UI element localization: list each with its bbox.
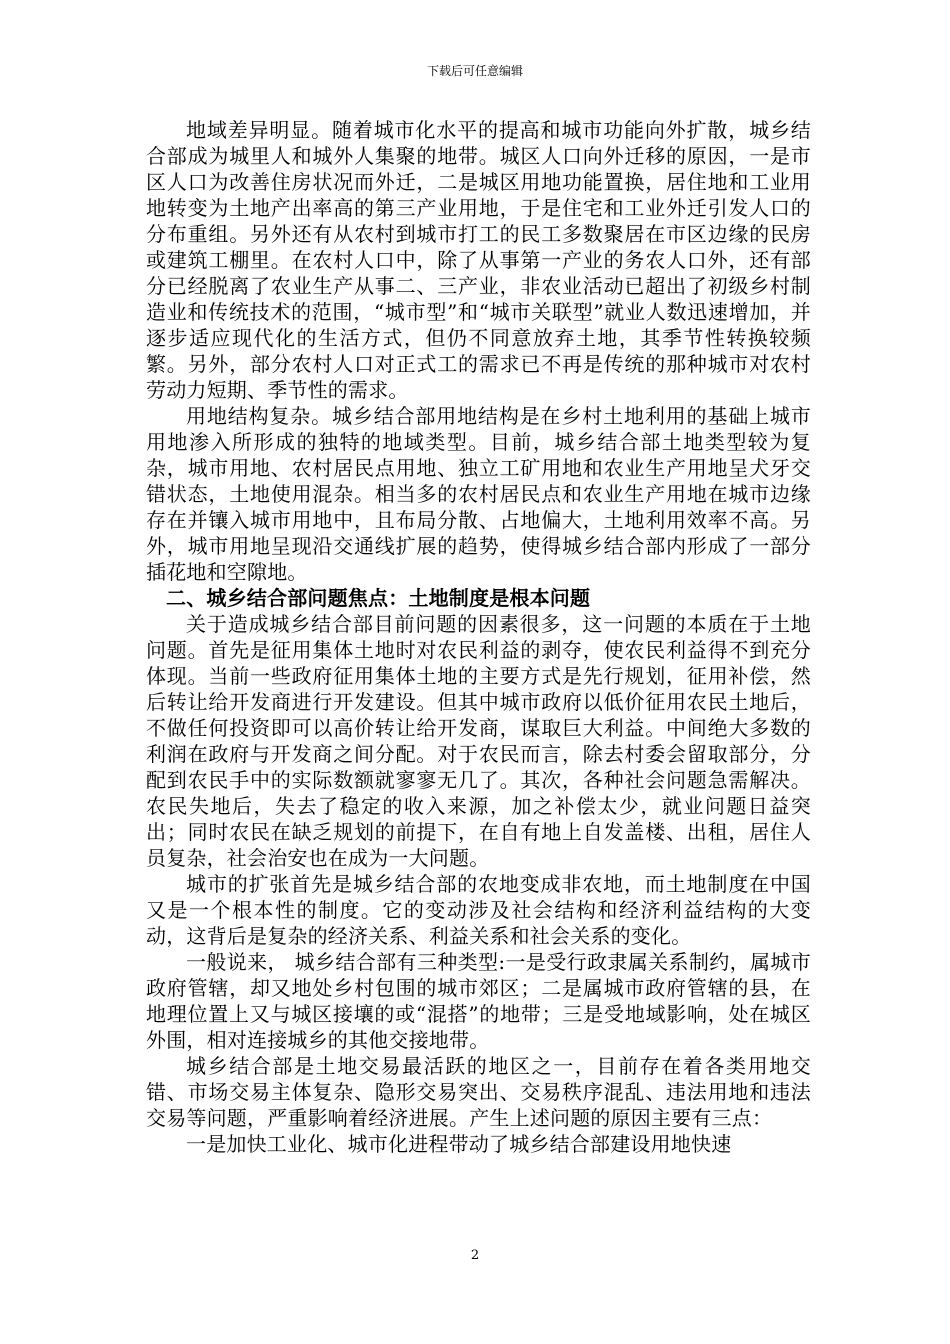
paragraph-first-reason: 一是加快工业化、城市化进程带动了城乡结合部建设用地快速 <box>186 1132 732 1156</box>
paragraph-land-issue: 关于造成城乡结合部目前问题的因素很多，这一问题的本质在于土地问题。首先是征用集体土地时对农民利益的剥夺，使农民利益得不到充分体现。当前一些政府征用集体土地的主要方式是先行规划，征用补偿，然后转让给开发商进行开发建设。但其中城市政府以低价征用农民土地后，不做任何投资即可以高价转让给开发商，谋取巨大利益。中间绝大多数的利润在政府与开发商之间分配。对于农民而言，除去村委会留取部分，分配到农民手中的实际数额就寥寥无几了。其次，各种社会问题急需解决。农民失地后，失去了稳定的收入来源，加之补偿太少，就业问题日益突出；同时农民在缺乏规划的前提下，在自有地上自发盖楼、出租，居住人员复杂，社会治安也在成为一大问题。 <box>146 612 811 870</box>
page-number: 2 <box>470 1248 480 1263</box>
page-header: 下载后可任意编辑 <box>426 64 523 78</box>
paragraph-regional-differences: 地域差异明显。随着城市化水平的提高和城市功能向外扩散，城乡结合部成为城里人和城外人集聚的地带。城区人口向外迁移的原因，一是市区人口为改善住房状况而外迁，二是城区用地功能置换，居住地和工业用地转变为土地产出率高的第三产业用地，于是住宅和工业外迁引发人口的分布重组。另外还有从农村到城市打工的民工多数聚居在市区边缘的民房或建筑工棚里。在农村人口中，除了从事第一产业的务农人口外，还有部分已经脱离了农业生产从事二、三产业，非农业活动已超出了初级乡村制造业和传统技术的范围，“城市型”和“城市关联型”就业人数迅速增加，并逐步适应现代化的生活方式，但仍不同意放弃土地，其季节性转换较频繁。另外，部分农村人口对正式工的需求已不再是传统的那种城市对农村劳动力短期、季节性的需求。 <box>146 118 811 402</box>
paragraph-three-types: 一般说来， 城乡结合部有三种类型:一是受行政隶属关系制约，属城市政府管辖，却又地处乡村包围的城市郊区；二是属城市政府管辖的县，在地理位置上又与城区接壤的或“混搭”的地带；三是受地域影响，处在城区外围，相对连接城乡的其他交接地带。 <box>146 950 811 1052</box>
paragraph-land-use-structure: 用地结构复杂。城乡结合部用地结构是在乡村土地利用的基础上城市用地渗入所形成的独特的地域类型。目前，城乡结合部土地类型较为复杂，城市用地、农村居民点用地、独立工矿用地和农业生产用地呈犬牙交错状态，土地使用混杂。相当多的农村居民点和农业生产用地在城市边缘存在并镶入城市用地中，且布局分散、占地偏大，土地利用效率不高。另外，城市用地呈现沿交通线扩展的趋势，使得城乡结合部内形成了一部分插花地和空隙地。 <box>146 404 811 584</box>
document-body <box>146 117 811 1157</box>
paragraph-land-transactions: 城乡结合部是土地交易最活跃的地区之一，目前存在着各类用地交错、市场交易主体复杂、隐形交易突出、交易秩序混乱、违法用地和违法交易等问题，严重影响着经济进展。产生上述问题的原因主要有三点： <box>146 1054 811 1130</box>
section-heading: 二、城乡结合部问题焦点：土地制度是根本问题 <box>166 586 591 610</box>
paragraph-urban-expansion: 城市的扩张首先是城乡结合部的农地变成非农地，而土地制度在中国又是一个根本性的制度。它的变动涉及社会结构和经济利益结构的大变动，这背后是复杂的经济关系、利益关系和社会关系的变化。 <box>146 872 811 948</box>
